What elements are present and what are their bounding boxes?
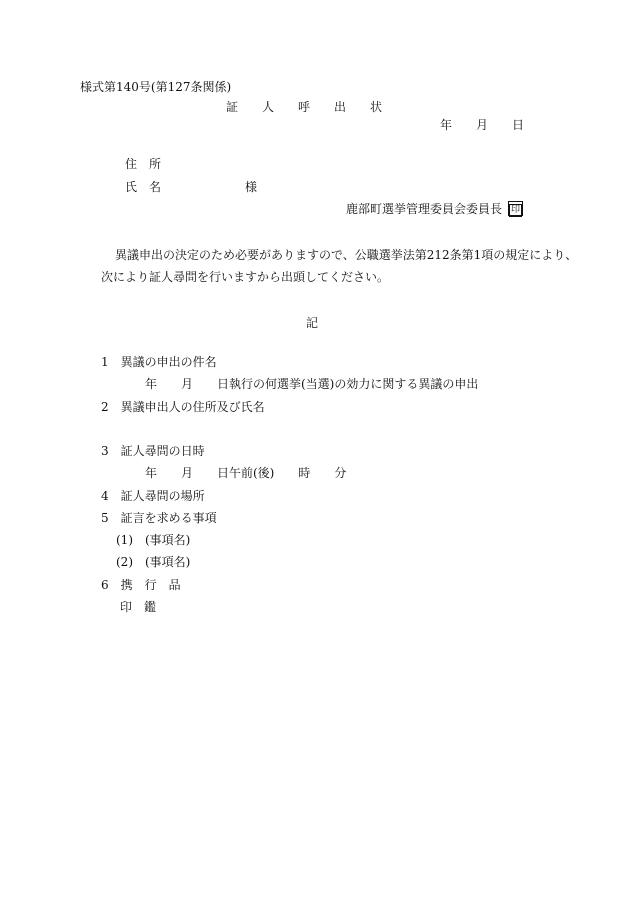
item-5-sub-2: (2) (事項名) — [116, 555, 191, 569]
document-title: 証 人 呼 出 状 — [226, 100, 383, 114]
item-5: 5 証言を求める事項 — [101, 511, 217, 525]
item-3: 3 証人尋問の日時 — [101, 444, 205, 458]
body-line-2: 次により証人尋問を行いますから出頭してください。 — [101, 270, 390, 284]
seal-mark: 印 — [508, 201, 523, 216]
date-line: 年 月 日 — [440, 118, 525, 132]
item-6-detail: 印 鑑 — [120, 600, 157, 614]
item-6: 6 携 行 品 — [101, 578, 181, 592]
item-2: 2 異議申出人の住所及び氏名 — [101, 400, 265, 414]
name-label: 氏 名 様 — [125, 180, 258, 194]
body-line-1: 異議申出の決定のため必要がありますので、公職選挙法第212条第1項の規定により、 — [115, 248, 578, 262]
address-label: 住 所 — [125, 157, 162, 171]
item-4: 4 証人尋問の場所 — [101, 489, 205, 503]
item-3-detail: 年 月 日午前(後) 時 分 — [145, 466, 347, 480]
item-1-detail: 年 月 日執行の何選挙(当選)の効力に関する異議の申出 — [145, 377, 479, 391]
item-1: 1 異議の申出の件名 — [101, 355, 217, 369]
ki-heading: 記 — [306, 316, 319, 330]
issuer-name: 鹿部町選挙管理委員会委員長 — [346, 202, 503, 216]
item-5-sub-1: (1) (事項名) — [116, 533, 191, 547]
form-number: 様式第140号(第127条関係) — [80, 80, 232, 94]
